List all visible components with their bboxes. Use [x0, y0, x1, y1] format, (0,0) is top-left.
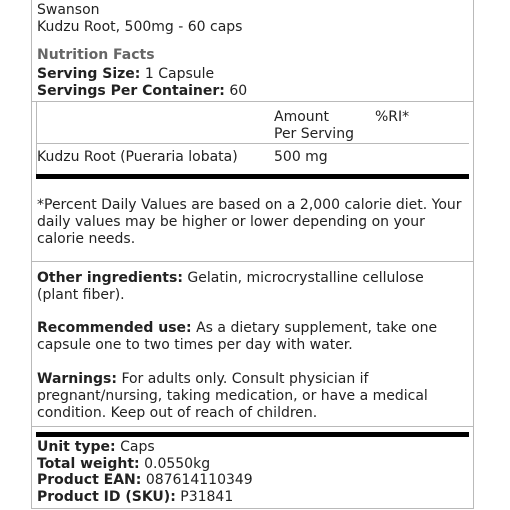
brand-name: Swanson	[37, 2, 100, 18]
recommended-use-label: Recommended use:	[37, 320, 192, 336]
product-name: Kudzu Root, 500mg - 60 caps	[37, 19, 243, 35]
divider	[32, 426, 473, 427]
servings-label: Servings Per Container:	[37, 83, 225, 99]
warnings-text: For adults only. Consult physician if pregnant/nursing, taking medication, or have a medical condition. Keep out of reach of children.	[37, 371, 428, 421]
ingredient-amount: 500 mg	[274, 149, 328, 165]
row-divider	[36, 143, 469, 144]
product-ean	[37, 472, 253, 489]
recommended-use-text: As a dietary supplement, take one capsule one to two times per day with water.	[37, 320, 438, 353]
serving-size-value: 1 Capsule	[144, 66, 215, 82]
product-sku-label: Product ID (SKU):	[37, 489, 176, 505]
amount-header-line1: Amount	[274, 109, 330, 125]
unit-type-value: Caps	[120, 439, 155, 455]
serving-size	[37, 66, 214, 83]
product-header	[37, 2, 242, 36]
warnings-label: Warnings:	[37, 371, 117, 387]
other-ingredients-text: Gelatin, microcrystalline cellulose (plant fiber).	[37, 270, 424, 303]
thick-divider	[36, 174, 469, 179]
recommended-use	[37, 320, 467, 354]
daily-values-footnote: *Percent Daily Values are based on a 2,000 calorie diet. Your daily values may be higher or lower depending on your calorie needs.	[37, 197, 462, 247]
total-weight	[37, 456, 210, 473]
column-header-amount	[274, 109, 354, 143]
warnings	[37, 371, 467, 422]
divider	[32, 261, 473, 262]
total-weight-value: 0.0550kg	[144, 456, 211, 472]
unit-type	[37, 439, 155, 456]
supplement-facts-panel	[31, 0, 474, 509]
product-sku	[37, 489, 233, 506]
serving-size-label: Serving Size:	[37, 66, 141, 82]
amount-header-line2: Per Serving	[274, 126, 354, 142]
divider	[32, 101, 473, 102]
total-weight-label: Total weight:	[37, 456, 140, 472]
servings-per-container	[37, 83, 247, 100]
product-ean-label: Product EAN:	[37, 472, 142, 488]
servings-value: 60	[229, 83, 248, 99]
product-ean-value: 087614110349	[145, 472, 253, 488]
nutrition-facts-title: Nutrition Facts	[37, 47, 155, 63]
other-ingredients	[37, 270, 467, 304]
product-sku-value: P31841	[180, 489, 234, 505]
ingredient-name: Kudzu Root (Pueraria lobata)	[37, 149, 238, 165]
table-row	[37, 149, 238, 166]
unit-type-label: Unit type:	[37, 439, 116, 455]
column-header-ri: %RI*	[375, 109, 410, 125]
other-ingredients-label: Other ingredients:	[37, 270, 183, 286]
thick-divider	[36, 432, 469, 437]
